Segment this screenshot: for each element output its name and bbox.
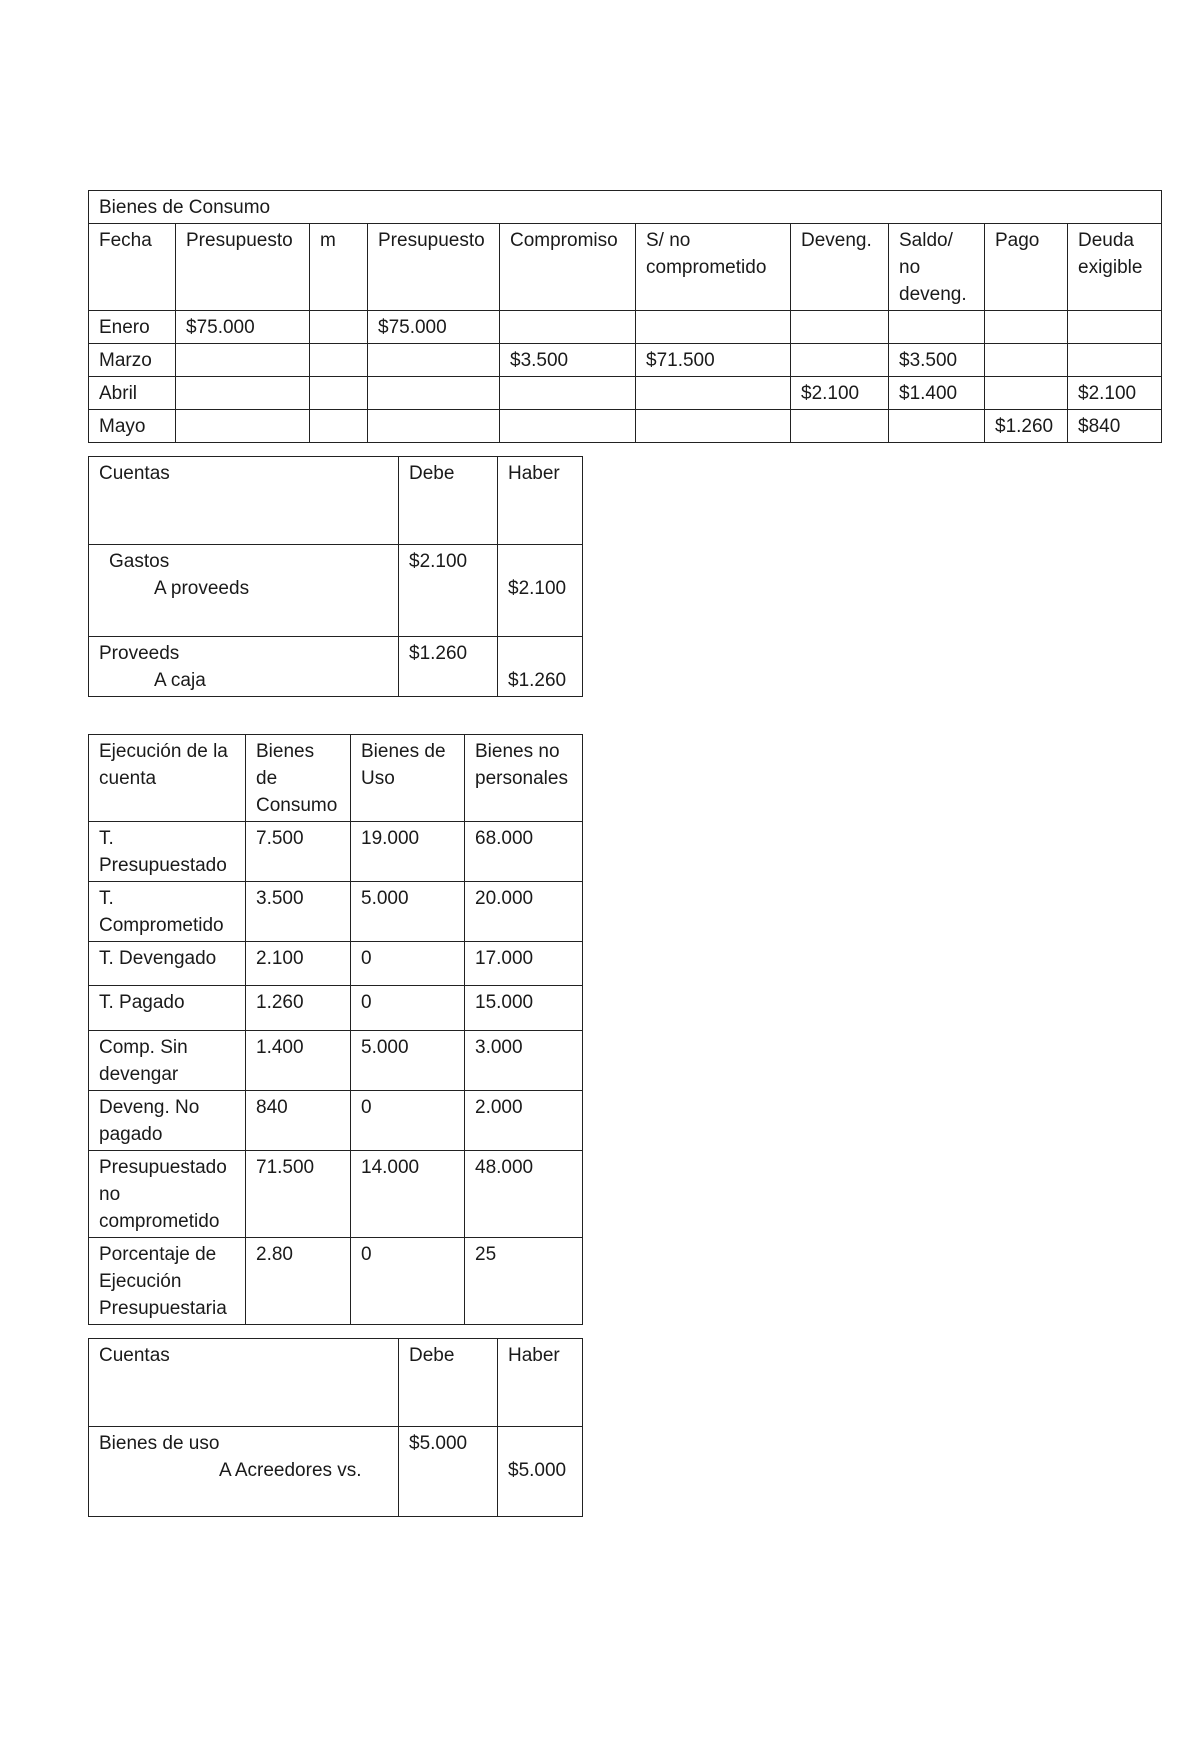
table-cell: 3.500 <box>246 882 351 942</box>
table-header-row <box>89 224 1162 311</box>
col-header-debe: Debe <box>399 1339 498 1427</box>
table-cell <box>310 377 368 410</box>
journal-entry <box>89 1427 583 1517</box>
table-cell: 1.260 <box>246 986 351 1031</box>
table-cell <box>368 377 500 410</box>
entry-accounts <box>89 545 399 637</box>
col-header: Saldo/ no deveng. <box>889 224 985 311</box>
table-cell: 17.000 <box>465 942 583 986</box>
table-cell <box>368 410 500 443</box>
table-cell: $1.400 <box>889 377 985 410</box>
entry-haber <box>498 637 583 697</box>
table-row <box>89 942 583 986</box>
table-cell: Marzo <box>89 344 176 377</box>
debit-account: Bienes de uso <box>99 1433 220 1454</box>
table-cell: 48.000 <box>465 1151 583 1238</box>
table-cell: $71.500 <box>636 344 791 377</box>
table-cell: Mayo <box>89 410 176 443</box>
table-cell: 20.000 <box>465 882 583 942</box>
table-cell: 14.000 <box>351 1151 465 1238</box>
table-cell: 7.500 <box>246 822 351 882</box>
table-cell: Presupuestado no comprometido <box>89 1151 246 1238</box>
table-cell <box>310 311 368 344</box>
table-cell <box>310 410 368 443</box>
col-header-debe: Debe <box>399 457 498 545</box>
table-cell: 25 <box>465 1238 583 1325</box>
table-cell <box>500 377 636 410</box>
table-cell: 0 <box>351 986 465 1031</box>
journal-entry <box>89 545 583 637</box>
table-row <box>89 377 1162 410</box>
col-header: m <box>310 224 368 311</box>
table-cell <box>985 311 1068 344</box>
table-title: Bienes de Consumo <box>89 191 1162 224</box>
col-header: Bienes de Consumo <box>246 735 351 822</box>
table-cell: 3.000 <box>465 1031 583 1091</box>
table-row <box>89 1151 583 1238</box>
table-row <box>89 822 583 882</box>
col-header-haber: Haber <box>498 457 583 545</box>
ejecucion-table <box>88 734 583 1325</box>
table-cell: $3.500 <box>500 344 636 377</box>
table-row <box>89 1031 583 1091</box>
table-cell <box>985 377 1068 410</box>
table-cell: $840 <box>1068 410 1162 443</box>
table-cell <box>791 410 889 443</box>
table-cell: 5.000 <box>351 882 465 942</box>
table-cell: $2.100 <box>791 377 889 410</box>
col-header-haber: Haber <box>498 1339 583 1427</box>
haber-value: $1.260 <box>508 670 567 691</box>
table-header-row <box>89 1339 583 1427</box>
journal-table-2 <box>88 1338 583 1517</box>
table-cell <box>791 344 889 377</box>
table-row <box>89 986 583 1031</box>
table-cell <box>889 410 985 443</box>
col-header: Compromiso <box>500 224 636 311</box>
table-cell: 2.80 <box>246 1238 351 1325</box>
haber-value: $5.000 <box>508 1460 567 1481</box>
table-cell <box>636 410 791 443</box>
table-cell <box>889 311 985 344</box>
table-cell <box>1068 344 1162 377</box>
table-cell: 0 <box>351 942 465 986</box>
table-cell: $3.500 <box>889 344 985 377</box>
table-cell: 0 <box>351 1091 465 1151</box>
table-row <box>89 1238 583 1325</box>
table-cell: Enero <box>89 311 176 344</box>
table-row <box>89 1091 583 1151</box>
table-cell <box>791 311 889 344</box>
table-cell <box>176 410 310 443</box>
journal-table-1 <box>88 456 583 697</box>
col-header-cuentas: Cuentas <box>89 1339 399 1427</box>
credit-account: A Acreedores vs. <box>219 1460 362 1481</box>
table-cell: 2.000 <box>465 1091 583 1151</box>
table-cell: Comp. Sin devengar <box>89 1031 246 1091</box>
table-header-row <box>89 735 583 822</box>
table-cell: $1.260 <box>985 410 1068 443</box>
col-header: S/ no comprometido <box>636 224 791 311</box>
col-header-cuentas: Cuentas <box>89 457 399 545</box>
journal-entry <box>89 637 583 697</box>
col-header: Presupuesto <box>176 224 310 311</box>
table-cell: 2.100 <box>246 942 351 986</box>
table-cell <box>176 344 310 377</box>
table-cell: Porcentaje de Ejecución Presupuestaria <box>89 1238 246 1325</box>
entry-accounts <box>89 637 399 697</box>
entry-debe: $1.260 <box>399 637 498 697</box>
col-header: Pago <box>985 224 1068 311</box>
table-row <box>89 311 1162 344</box>
col-header: Deveng. <box>791 224 889 311</box>
col-header: Ejecución de la cuenta <box>89 735 246 822</box>
table-cell: T. Devengado <box>89 942 246 986</box>
entry-debe: $2.100 <box>399 545 498 637</box>
entry-haber <box>498 545 583 637</box>
col-header: Presupuesto <box>368 224 500 311</box>
entry-debe: $5.000 <box>399 1427 498 1517</box>
debit-account: Proveeds <box>99 643 180 664</box>
table-row <box>89 410 1162 443</box>
bienes-consumo-table <box>88 190 1162 443</box>
credit-account: A proveeds <box>154 578 250 599</box>
table-cell <box>368 344 500 377</box>
table-cell: $75.000 <box>368 311 500 344</box>
col-header: Bienes no personales <box>465 735 583 822</box>
table-cell <box>176 377 310 410</box>
table-cell: 5.000 <box>351 1031 465 1091</box>
table-cell: 0 <box>351 1238 465 1325</box>
table-cell: T. Pagado <box>89 986 246 1031</box>
table-cell: Abril <box>89 377 176 410</box>
credit-account: A caja <box>154 670 206 691</box>
table-cell: Deveng. No pagado <box>89 1091 246 1151</box>
table-cell <box>500 410 636 443</box>
table-row <box>89 344 1162 377</box>
table-cell: $75.000 <box>176 311 310 344</box>
table-row <box>89 882 583 942</box>
table-cell: 71.500 <box>246 1151 351 1238</box>
table-cell: $2.100 <box>1068 377 1162 410</box>
table-cell: T. Presupuestado <box>89 822 246 882</box>
table-cell: 840 <box>246 1091 351 1151</box>
col-header: Deuda exigible <box>1068 224 1162 311</box>
table-header-row <box>89 457 583 545</box>
col-header: Fecha <box>89 224 176 311</box>
table-cell <box>636 377 791 410</box>
table-cell <box>310 344 368 377</box>
entry-accounts <box>89 1427 399 1517</box>
table-cell: 19.000 <box>351 822 465 882</box>
table-cell <box>636 311 791 344</box>
table-cell: 1.400 <box>246 1031 351 1091</box>
table-cell <box>500 311 636 344</box>
table-cell: 15.000 <box>465 986 583 1031</box>
table-cell <box>985 344 1068 377</box>
table-cell <box>1068 311 1162 344</box>
table-cell: 68.000 <box>465 822 583 882</box>
debit-account: Gastos <box>109 551 170 572</box>
entry-haber <box>498 1427 583 1517</box>
col-header: Bienes de Uso <box>351 735 465 822</box>
haber-value: $2.100 <box>508 578 567 599</box>
table-cell: T. Comprometido <box>89 882 246 942</box>
